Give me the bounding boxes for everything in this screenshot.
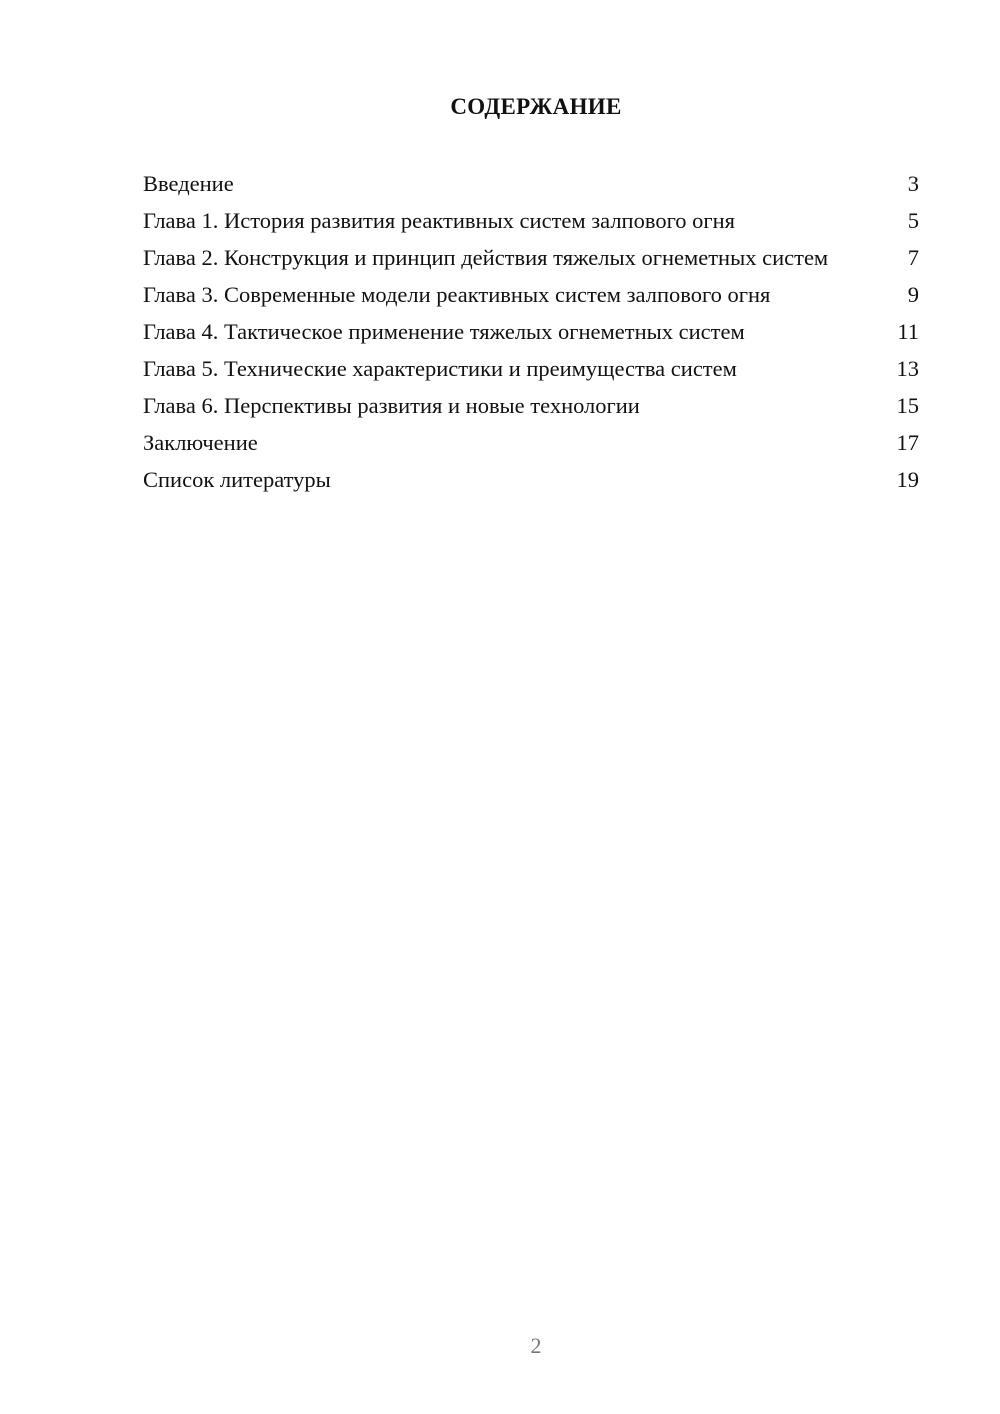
toc-item-introduction[interactable] xyxy=(143,170,919,197)
toc-item-chapter-3[interactable] xyxy=(143,281,919,308)
toc-item-page: 19 xyxy=(896,467,919,492)
table-of-contents xyxy=(143,170,919,503)
page-number: 2 xyxy=(530,1333,542,1358)
toc-item-page: 5 xyxy=(907,208,919,233)
toc-item-page: 7 xyxy=(907,245,919,270)
toc-item-page: 17 xyxy=(896,430,919,455)
toc-item-label: Глава 2. Конструкция и принцип действия тяжелых огнеметных систем xyxy=(143,245,829,270)
toc-item-chapter-6[interactable] xyxy=(143,392,919,419)
toc-item-chapter-4[interactable] xyxy=(143,318,919,345)
toc-item-page: 15 xyxy=(896,393,919,418)
toc-item-chapter-5[interactable] xyxy=(143,355,919,382)
toc-item-label: Глава 6. Перспективы развития и новые технологии xyxy=(143,393,640,418)
toc-item-label: Заключение xyxy=(143,430,258,455)
toc-item-chapter-1[interactable] xyxy=(143,207,919,234)
toc-item-bibliography[interactable] xyxy=(143,466,919,493)
page-title: СОДЕРЖАНИЕ xyxy=(450,94,622,119)
toc-item-page: 9 xyxy=(907,282,919,307)
toc-item-label: Глава 1. История развития реактивных систем залпового огня xyxy=(143,208,735,233)
toc-item-page: 13 xyxy=(896,356,919,381)
toc-item-page: 11 xyxy=(897,319,919,344)
toc-item-chapter-2[interactable] xyxy=(143,244,919,271)
toc-item-label: Введение xyxy=(143,171,234,196)
toc-item-label: Глава 4. Тактическое применение тяжелых огнеметных систем xyxy=(143,319,745,344)
toc-item-label: Список литературы xyxy=(143,467,331,492)
toc-item-page: 3 xyxy=(907,171,919,196)
toc-item-conclusion[interactable] xyxy=(143,429,919,456)
toc-item-label: Глава 3. Современные модели реактивных систем залпового огня xyxy=(143,282,771,307)
toc-item-label: Глава 5. Технические характеристики и преимущества систем xyxy=(143,356,737,381)
